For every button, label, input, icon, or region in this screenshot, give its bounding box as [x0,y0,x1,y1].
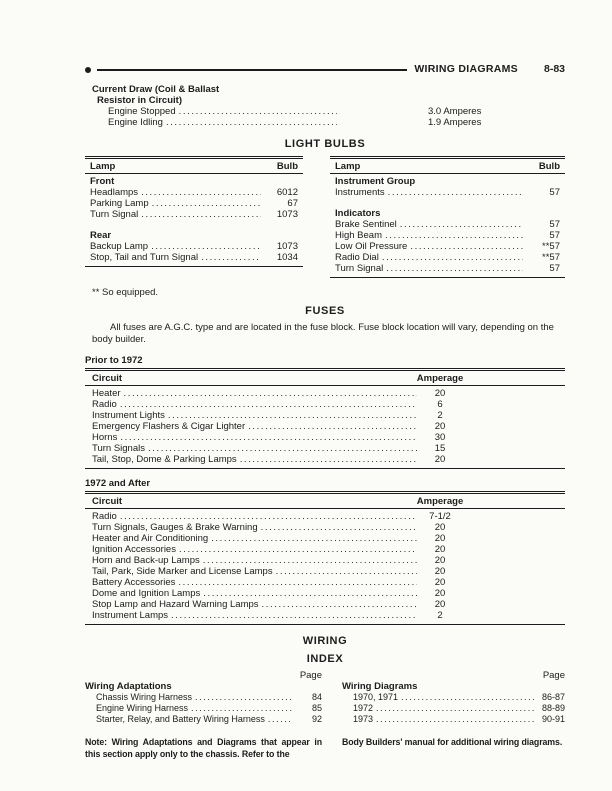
table-row [90,187,298,198]
row-label: Indicators [335,208,381,219]
leader-dots [400,219,523,230]
table-row [92,566,558,577]
row-label: Parking Lamp [90,198,149,209]
row-label: Front [90,176,115,187]
row-value: 2 [437,410,443,421]
row-value: 20 [434,388,446,399]
row-value: 57 [549,230,560,241]
row-page: 92 [311,714,322,724]
table-row [335,176,560,187]
row-page: 85 [311,703,322,713]
current-draw-row [108,106,565,117]
current-draw-title-line2: Resistor in Circuit) [97,95,182,106]
table-body [330,174,565,277]
index-rows [85,692,322,725]
table-row [92,577,558,588]
light-bulbs-heading: LIGHT BULBS [284,138,366,150]
row-page: 88-89 [541,703,565,713]
table-row [92,544,558,555]
row-value: 6012 [276,187,298,198]
table-row [92,399,558,410]
table-body [85,174,303,266]
circle-bullet-icon [85,67,91,73]
page-column-label: Page [542,670,565,681]
index-group-title: Wiring Diagrams [342,681,418,692]
row-label: Engine Stopped [108,106,176,117]
leader-dots [152,198,261,209]
row-label: 1973 [353,714,374,724]
table-row [335,187,560,198]
table-row [92,533,558,544]
row-label: Engine Wiring Harness [96,703,189,713]
row-label: Tail, Stop, Dome & Parking Lamps [92,454,237,465]
light-bulbs-table-right [330,156,565,278]
row-label: Brake Sentinel [335,219,397,230]
row-page: 84 [311,692,322,702]
row-label: Horn and Back-up Lamps [92,555,200,566]
table-row [90,230,298,241]
table-row [90,241,298,252]
table-row [90,252,298,263]
row-value: 20 [434,522,446,533]
row-label: Turn Signals [92,443,145,454]
row-label: Rear [90,230,112,241]
current-draw-row [108,117,565,128]
row-value: 15 [434,443,446,454]
table-row [90,198,298,209]
page-header [85,64,565,75]
leader-dots [276,566,417,577]
row-value: 1073 [276,241,298,252]
index-row [353,692,565,703]
fuses-heading: FUSES [305,305,345,317]
index-row [353,703,565,714]
row-value: 2 [437,610,443,621]
table-row [92,599,558,610]
table-row [92,454,558,465]
light-bulbs-tables [85,156,565,278]
table-row [92,421,558,432]
current-draw-section [92,84,565,128]
leader-dots [179,106,337,117]
column-header-circuit: Circuit [92,373,123,384]
row-label: Stop, Tail and Turn Signal [90,252,199,263]
table-row [92,610,558,621]
table-row [90,176,298,187]
fuses-intro-paragraph: All fuses are A.G.C. type and are located in the fuse block. Fuse block location will vary, depending on the body builder. [92,322,554,345]
index-column-wiring-adaptations [85,670,322,725]
fuses-caption-1972-after: 1972 and After [85,478,151,489]
row-value: 20 [434,454,446,465]
row-value: 20 [434,421,446,432]
leader-dots [388,187,523,198]
index-columns [85,670,565,725]
row-label: High Beam [335,230,382,241]
row-label: Stop Lamp and Hazard Warning Lamps [92,599,259,610]
row-label: 1970, 1971 [353,692,399,702]
fuses-table-prior-1972 [85,368,565,469]
row-label: Instruments [335,187,385,198]
column-header-bulb: Bulb [276,161,298,172]
leader-dots [376,714,536,725]
leader-dots [171,610,417,621]
note-right-column: Body Builders' manual for additional wiring diagrams. [342,737,563,747]
row-label: Horns [92,432,118,443]
row-value: **57 [542,252,560,263]
row-value: 20 [434,533,446,544]
table-row [92,511,558,522]
leader-dots [382,252,523,263]
index-group-title: Wiring Adaptations [85,681,172,692]
row-label: Radio Dial [335,252,379,263]
row-label: Heater and Air Conditioning [92,533,209,544]
table-row [92,432,558,443]
row-value: 1034 [276,252,298,263]
leader-dots [120,399,417,410]
column-header-amperage: Amperage [416,373,464,384]
page-number: 8-83 [543,63,565,75]
row-value: 57 [549,219,560,230]
column-header-lamp: Lamp [335,161,361,172]
table-body [85,509,565,624]
table-row [90,209,298,220]
row-label: Backup Lamp [90,241,149,252]
so-equipped-footnote: ** So equipped. [92,287,159,298]
row-label: Heater [92,388,121,399]
leader-dots [120,432,417,443]
row-label: Headlamps [90,187,139,198]
row-value: 7-1/2 [429,511,451,522]
column-header-circuit: Circuit [92,496,123,507]
row-value: 67 [287,198,298,209]
row-lead [108,106,340,117]
leader-dots [386,263,523,274]
row-value: 20 [434,555,446,566]
table-row [335,230,560,241]
table-row [92,588,558,599]
table-header [85,159,303,174]
row-label: Low Oil Pressure [335,241,408,252]
row-value: 57 [549,263,560,274]
table-row [92,410,558,421]
table-row [92,555,558,566]
table-row [92,522,558,533]
row-value: 20 [434,588,446,599]
row-label: Starter, Relay, and Battery Wiring Harness [96,714,265,724]
row-value: 1073 [276,209,298,220]
leader-dots [168,410,417,421]
row-label: Emergency Flashers & Cigar Lighter [92,421,246,432]
current-draw-rows [92,106,565,128]
wiring-heading: WIRING [302,635,348,647]
leader-dots [151,241,261,252]
row-label: Instrument Group [335,176,416,187]
table-row [335,241,560,252]
row-value: 20 [434,566,446,577]
row-value: 57 [549,187,560,198]
table-row [335,219,560,230]
column-header-bulb: Bulb [538,161,560,172]
leader-dots [191,703,293,714]
chassis-note [85,736,565,760]
row-label: Turn Signals, Gauges & Brake Warning [92,522,258,533]
row-label: 1972 [353,703,374,713]
leader-dots [268,714,293,725]
row-label: Instrument Lights [92,410,165,421]
leader-dots [141,209,261,220]
leader-dots [401,692,536,703]
leader-dots [203,588,417,599]
header-rule [97,69,407,71]
row-value: 30 [434,432,446,443]
leader-dots [410,241,523,252]
page-column-label: Page [299,670,322,681]
table-body [85,386,565,468]
table-row [335,208,560,219]
table-row [92,443,558,454]
leader-dots [120,511,417,522]
row-label: Tail, Park, Side Marker and License Lamps [92,566,273,577]
leader-dots [211,533,417,544]
row-page: 86-87 [541,692,565,702]
row-value: 20 [434,577,446,588]
table-header [85,494,565,509]
index-heading: INDEX [306,653,344,665]
leader-dots [148,443,417,454]
row-label: Turn Signal [90,209,139,220]
row-value: 20 [434,599,446,610]
row-value: **57 [542,241,560,252]
table-header [330,159,565,174]
table-row [335,252,560,263]
leader-dots [141,187,261,198]
table-header [85,371,565,386]
row-value: 1.9 Amperes [428,117,482,128]
leader-dots [248,421,417,432]
index-column-wiring-diagrams [342,670,565,725]
page-title: WIRING DIAGRAMS [414,63,518,75]
row-label: Dome and Ignition Lamps [92,588,201,599]
index-row [96,703,322,714]
row-label: Radio [92,511,117,522]
row-label: Engine Idling [108,117,163,128]
leader-dots [124,388,417,399]
current-draw-title-line1: Current Draw (Coil & Ballast [92,84,220,95]
row-page: 90-91 [541,714,565,724]
leader-dots [376,703,536,714]
leader-dots [195,692,293,703]
row-label: Instrument Lamps [92,610,169,621]
index-row [353,714,565,725]
index-row [96,692,322,703]
row-lead [108,117,340,128]
leader-dots [178,577,417,588]
row-label: Battery Accessories [92,577,176,588]
leader-dots [385,230,523,241]
row-value: 3.0 Amperes [428,106,482,117]
leader-dots [240,454,417,465]
row-label: Turn Signal [335,263,384,274]
note-left-column: Note: Wiring Adaptations and Diagrams that appear in this section apply only to the chassis. Refer to the [85,737,322,759]
index-row [96,714,322,725]
row-value: 6 [437,399,443,410]
row-label: Ignition Accessories [92,544,176,555]
table-row [92,388,558,399]
column-header-amperage: Amperage [416,496,464,507]
leader-dots [166,117,337,128]
leader-dots [261,522,417,533]
fuses-caption-prior-1972: Prior to 1972 [85,355,143,366]
leader-dots [262,599,417,610]
light-bulbs-table-left [85,156,303,267]
leader-dots [179,544,417,555]
leader-dots [203,555,417,566]
row-label: Radio [92,399,117,410]
column-header-lamp: Lamp [90,161,116,172]
fuses-table-1972-after [85,491,565,625]
row-value: 20 [434,544,446,555]
leader-dots [201,252,261,263]
row-label: Chassis Wiring Harness [96,692,193,702]
index-rows [342,692,565,725]
table-row [335,263,560,274]
